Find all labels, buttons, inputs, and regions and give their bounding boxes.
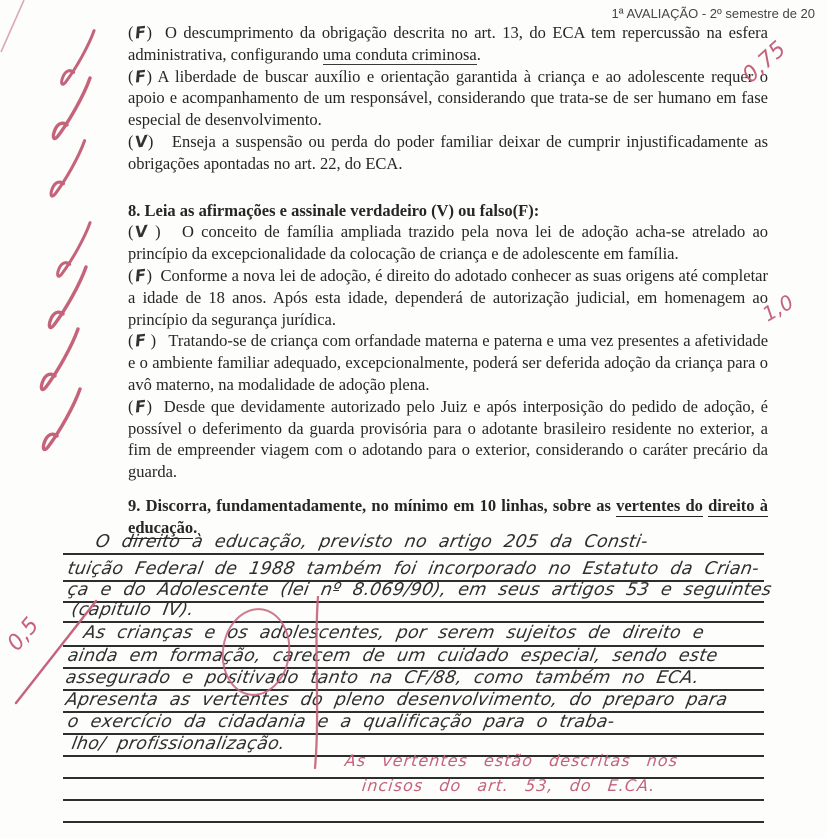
handwritten-letter: V [133,221,148,242]
tf-item-7-3 [128,131,768,175]
tf-marker [128,331,168,350]
paren-close: ) [146,265,152,285]
scan-edge-artifact [0,0,30,60]
answer-ruled-line [63,799,764,801]
answer-ruled-line [63,553,764,555]
statement-text: Tratando-se de criança com orfandade materna e paterna e uma vez presentes a afetividade e o ambiente familiar adequado, excepcionalmente, poderá ser deferida adoção da criança para o avô materno, na modalidade de adoção plena. [128,331,769,394]
q9-heading-post: . [193,517,198,537]
handwritten-letter: F [133,22,147,43]
tf-marker [128,397,164,416]
question-8-heading: 8. Leia as afirmações e assinale verdadeiro (V) ou falso(F): [128,200,540,220]
grader-note-line: incisos do art. 53, do E.CA. [361,776,657,795]
handwritten-answer-line: tuição Federal de 1988 também foi incorporado no Estatuto da Crian- [66,559,761,579]
handwritten-letter: F [133,66,147,87]
tf-item-7-1 [128,22,768,66]
q9-heading-text: 9. Discorra, fundamentadamente, no mínimo em 10 linhas, sobre as [128,495,617,515]
tf-item-8-1 [128,221,768,265]
paren-close: ) [146,66,152,86]
answer-ruled-line [63,821,764,823]
tf-item-8-4 [128,396,768,483]
handwritten-answer-line: O direito à educação, previsto no artigo 205 da Consti- [94,532,650,552]
grader-line-annotation [306,596,328,772]
underlined-phrase: uma conduta criminosa [322,44,477,64]
tf-marker [128,67,158,86]
paren-open: ( [128,222,134,242]
statement-text: O conceito de família ampliada trazido pela nova lei de adoção acha-se atrelado ao princípio da excepcionalidade da colocação de criança e de adolescente em família. [128,222,769,264]
paren-close: ) [147,131,154,151]
statement-text: A liberdade de buscar auxílio e orientação garantida à criança e ao adolescente requer o apoio e acompanhamento de um responsável, considerando que trata-se de ser humano em fase especial de desenvolvimento. [128,66,768,130]
tf-item-8-2 [128,265,768,330]
tf-marker [128,132,172,151]
tf-marker [128,222,182,241]
handwritten-letter: V [133,131,148,152]
grader-score-q8: 1,0 [758,289,798,327]
grader-score-q7: 0,75 [737,36,792,89]
paren-open: ( [128,265,134,285]
paren-open: ( [128,396,134,416]
statement-text: O descumprimento da obrigação descrita no art. 13, do ECA tem repercussão na esfera administrativa, configurando [128,23,768,64]
tf-item-7-2 [128,66,768,131]
exam-header: 1ª AVALIAÇÃO - 2º semestre de 20 [611,6,815,21]
handwritten-letter: F [133,265,147,286]
grader-slash-annotation [8,595,118,710]
paren-close: ) [146,396,152,416]
paren-close: ) [146,23,152,42]
grader-checkmark-icon [40,384,86,458]
handwritten-answer-line: lho/ profissionalização. [70,734,287,754]
paren-close: ) [155,222,161,242]
statement-text: Conforme a nova lei de adoção, é direito do adotado conhecer as suas origens até completar a idade de 18 anos. Após esta idade, dependerá de autorização judicial, em homenagem ao princípio da segurança jurídica. [128,265,768,329]
statement-text: Enseja a suspensão ou perda do poder familiar deixar de cumprir injustificadamente as obrigações apontadas no art. 22, do ECA. [128,131,769,173]
tf-item-8-3 [128,330,768,395]
handwritten-answer-line: ainda em formação, carecem de um cuidado especial, sendo este [66,646,720,666]
tf-marker [128,23,165,42]
handwritten-answer-line: Apresenta as vertentes do pleno desenvolvimento, do preparo para [64,690,730,710]
paren-open: ( [128,331,134,351]
grader-checkmark-icon [46,138,92,202]
q9-underlined-1: vertentes do [616,495,703,515]
paren-open: ( [128,66,134,86]
exam-body [128,22,768,539]
grader-circle-annotation [210,604,302,700]
paren-close: ) [150,331,157,351]
handwritten-answer-line: o exercício da cidadania e a qualificação para o traba- [66,712,617,732]
grader-checkmark-icon [50,72,96,148]
tf-marker [128,266,160,285]
statement-text: Desde que devidamente autorizado pelo Juiz e após interposição do pedido de adoção, é possível o deferimento da guarda provisória para o adotante brasileiro residente no exterior, a fim de empreender viagem com o adotando para o exterior, considerando o caráter precário da guarda. [128,396,769,482]
grader-note-line: As vertentes estão descritas nos [344,751,680,770]
paren-open: ( [128,131,134,151]
handwritten-answer-line: ça e do Adolescente (lei nº 8.069/90), em seus artigos 53 e seguintes [66,580,774,600]
handwritten-letter: F [133,330,147,351]
statement-text-post: . [476,44,481,64]
handwritten-answer-line: As crianças e os adolescentes, por serem sujeitos de direito e [82,623,706,643]
paren-open: ( [128,23,134,42]
grader-score-q9: 0,5 [2,613,45,656]
q9-underlined-2: direito à educação [128,495,768,537]
handwritten-answer-line: (capítulo IV). [70,600,196,620]
handwritten-letter: F [133,396,147,417]
handwritten-answer-line: assegurado e positivado tanto na CF/88, como também no ECA. [64,668,701,688]
